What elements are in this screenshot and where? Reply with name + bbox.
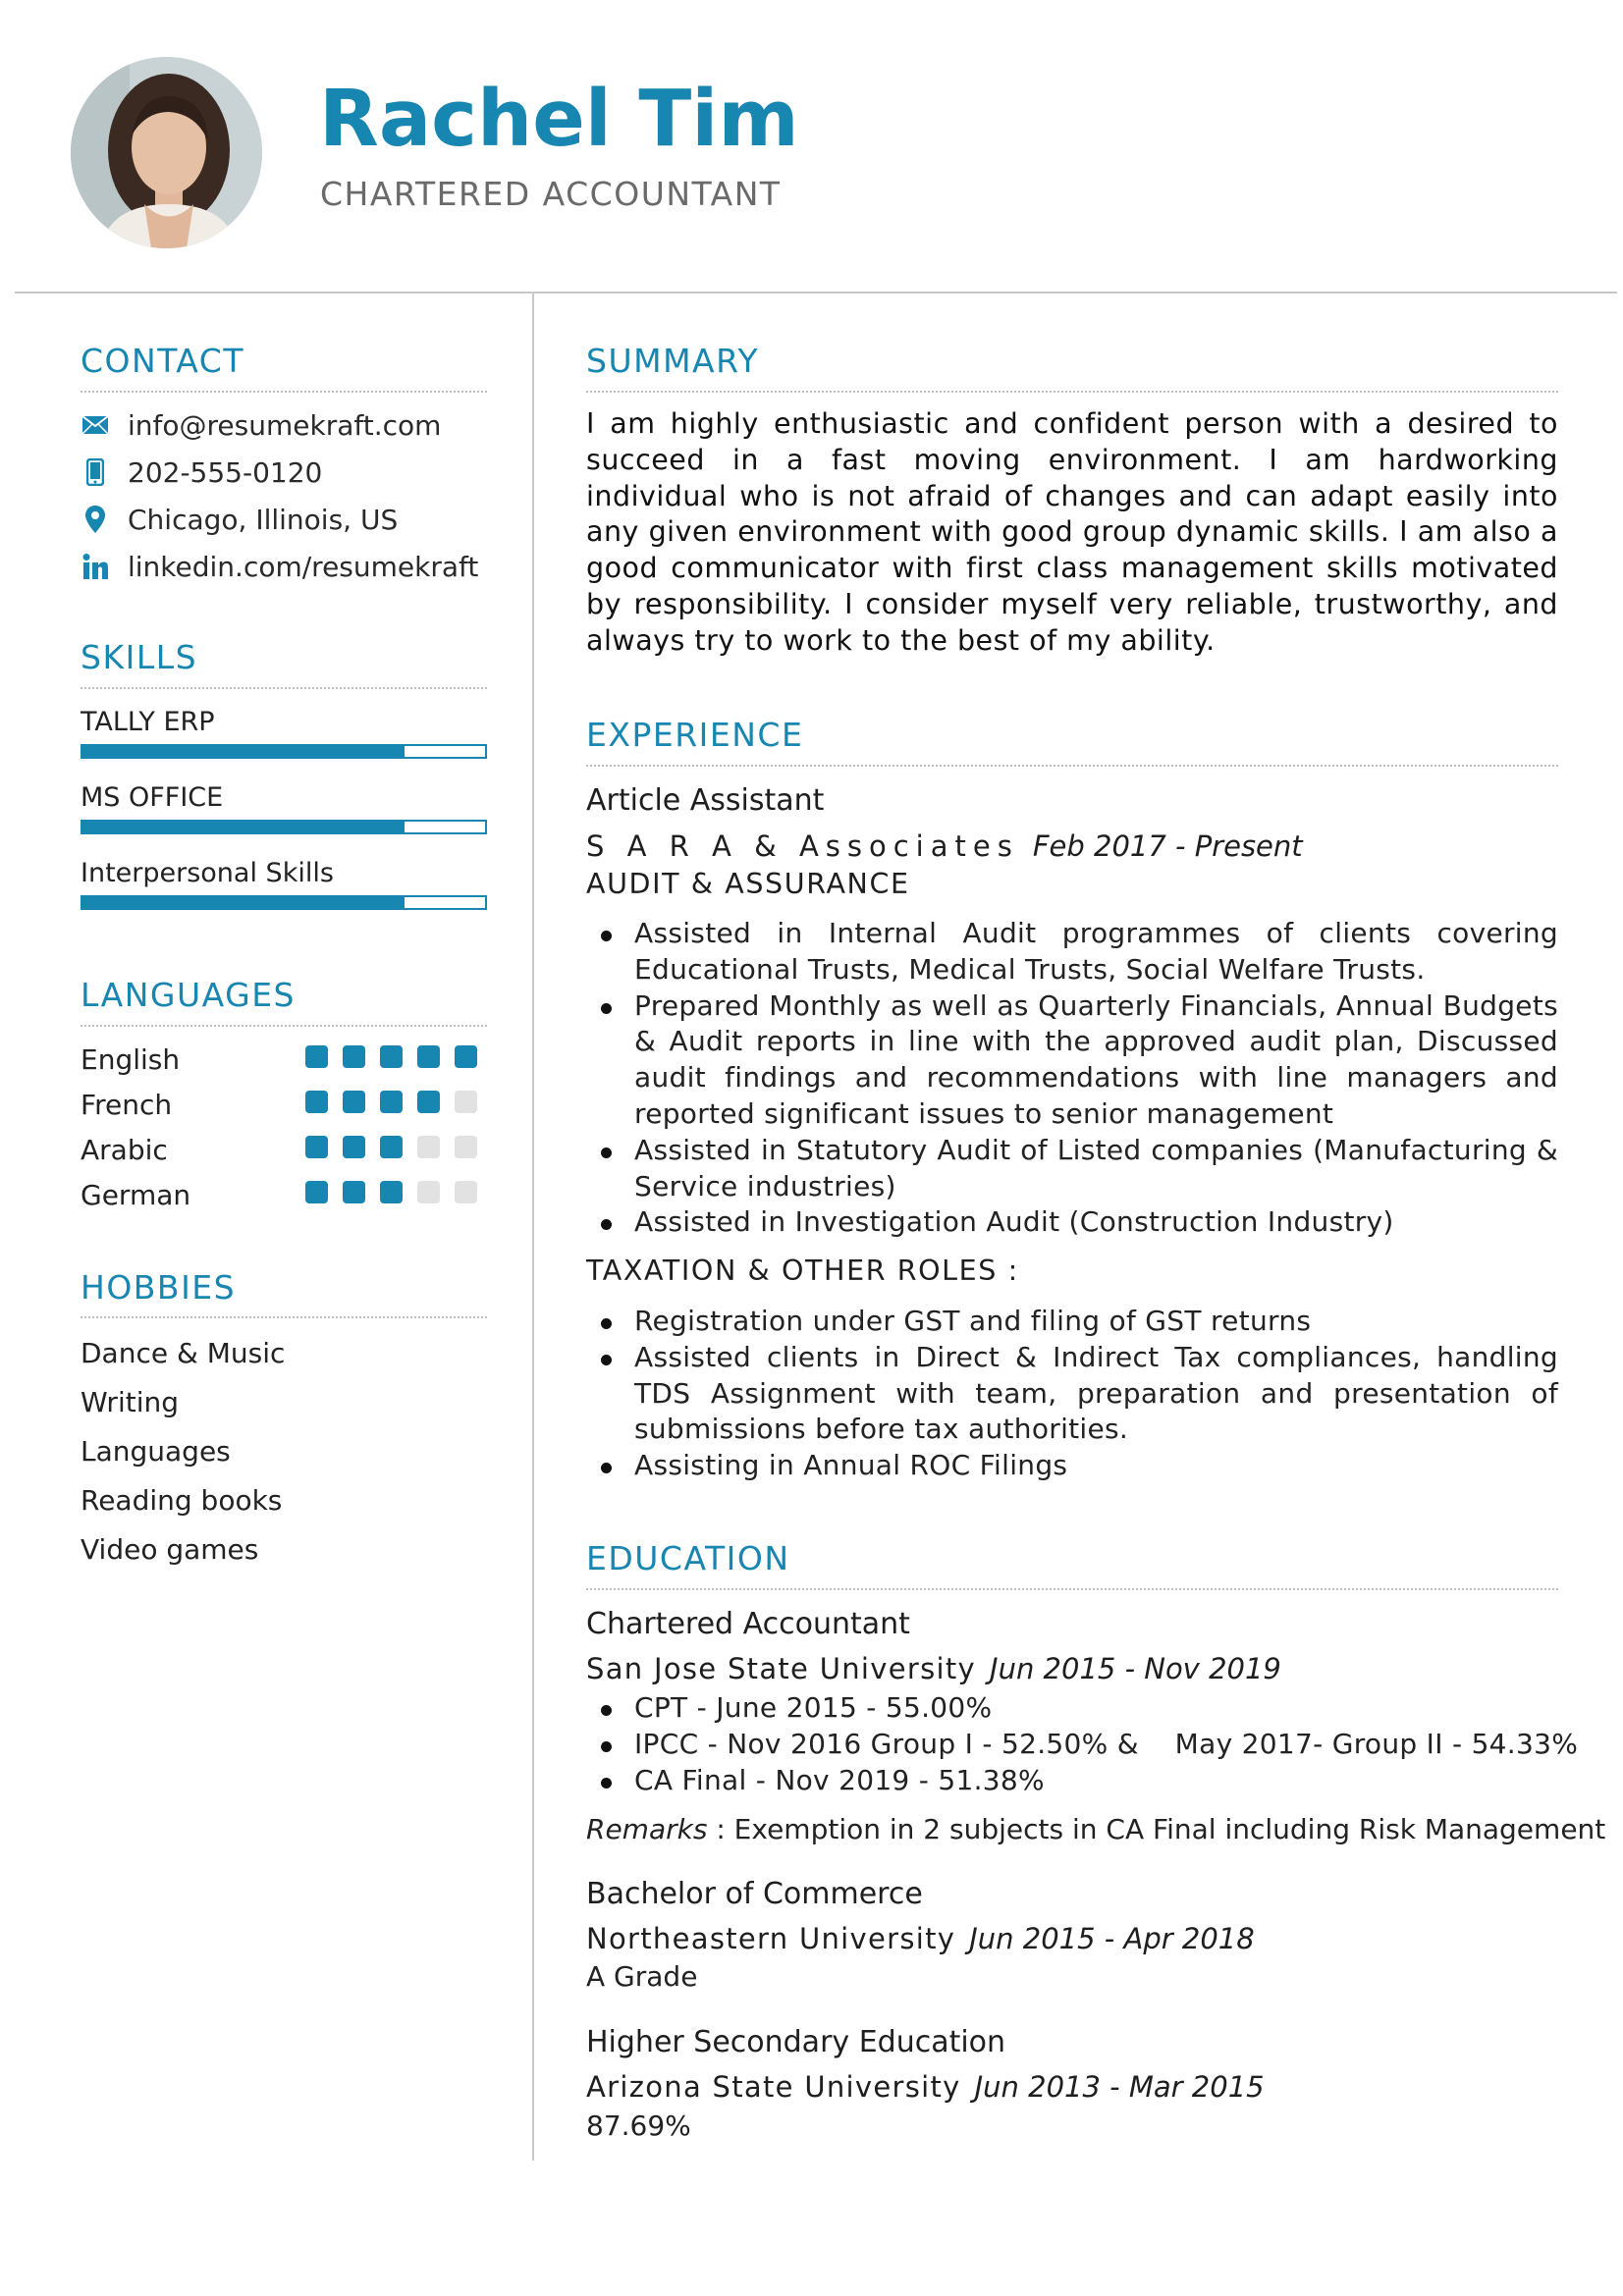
experience-heading: EXPERIENCE (586, 716, 804, 754)
school-name: San Jose State University (586, 1652, 977, 1685)
candidate-title: CHARTERED ACCOUNTANT (320, 175, 782, 213)
rating-dot-filled (455, 1045, 477, 1068)
skill-bar-fill (82, 746, 405, 757)
language-rating (305, 1045, 492, 1068)
job-dates: Feb 2017 - Present (1032, 829, 1303, 863)
hobbies-divider (81, 1316, 487, 1318)
summary-heading: SUMMARY (586, 342, 760, 380)
hobby-item: Dance & Music (81, 1337, 286, 1369)
rating-dot-filled (343, 1136, 365, 1158)
school-dates: Jun 2013 - Mar 2015 (974, 2070, 1265, 2104)
hobbies-heading: HOBBIES (81, 1268, 237, 1307)
experience-divider (586, 765, 1558, 767)
list-item: Assisted in Statutory Audit of Listed companies (Manufacturing & Service industries) (601, 1133, 1558, 1205)
taxation-list (601, 1304, 1558, 1484)
degree-title: Chartered Accountant (586, 1607, 910, 1641)
hobby-item: Writing (81, 1386, 179, 1418)
skill-label: Interpersonal Skills (81, 858, 334, 888)
skill-bar-fill (82, 897, 405, 908)
phone-text: 202-555-0120 (128, 455, 323, 489)
location-pin-icon (81, 505, 110, 534)
skills-divider (81, 687, 487, 689)
list-item: CA Final - Nov 2019 - 51.38% (601, 1763, 1558, 1799)
rating-dot-filled (343, 1091, 365, 1113)
list-item: Registration under GST and filing of GST returns (601, 1304, 1558, 1340)
remarks-text: : Exemption in 2 subjects in CA Final including Risk Management (707, 1813, 1606, 1845)
summary-divider (586, 391, 1558, 393)
rating-dot-filled (380, 1181, 403, 1203)
rating-dot-filled (305, 1181, 328, 1203)
job-company-line (586, 829, 1303, 863)
language-label: French (81, 1089, 173, 1121)
rating-dot-filled (343, 1045, 365, 1068)
list-item: Assisted clients in Direct & Indirect Tax compliances, handling TDS Assignment with team, preparation and presentation of submissions before tax authorities. (601, 1340, 1558, 1448)
language-rating (305, 1136, 492, 1158)
hobby-item: Video games (81, 1533, 259, 1566)
degree-title: Bachelor of Commerce (586, 1877, 923, 1911)
list-item: Assisted in Investigation Audit (Construction Industry) (601, 1204, 1558, 1241)
skill-label: MS OFFICE (81, 782, 224, 813)
rating-dot-filled (305, 1091, 328, 1113)
list-item: Prepared Monthly as well as Quarterly Financials, Annual Budgets & Audit reports in line with the approved audit plan, Discussed audit findings and recommendations with line managers and reported significant issues to senior management (601, 988, 1558, 1133)
rating-dot-filled (380, 1136, 403, 1158)
summary-text: I am highly enthusiastic and confident person with a desired to succeed in a fast moving environment. I am hardworking individual who is not afraid of changes and can adapt easily into any given environment with good group dynamic skills. I am also a good communicator with first class management skills motivated by responsibility. I consider myself very reliable, trustworthy, and always try to work to the best of my ability. (586, 407, 1558, 657)
school-name: Northeastern University (586, 1922, 956, 1955)
school-dates: Jun 2015 - Nov 2019 (990, 1652, 1281, 1685)
contact-divider (81, 391, 487, 393)
school-line (586, 2070, 1265, 2104)
language-label: English (81, 1043, 181, 1076)
contact-email[interactable] (81, 405, 441, 445)
profile-photo (71, 57, 262, 248)
list-item: Assisted in Internal Audit programmes of clients covering Educational Trusts, Medical Trusts, Social Welfare Trusts. (601, 916, 1558, 988)
linkedin-icon (81, 552, 110, 581)
column-divider (532, 294, 534, 2161)
envelope-icon (81, 410, 110, 440)
linkedin-text: linkedin.com/resumekraft (128, 550, 479, 583)
skill-label: TALLY ERP (81, 707, 215, 737)
contact-heading: CONTACT (81, 342, 244, 380)
header-divider (15, 292, 1617, 294)
list-item: Assisting in Annual ROC Filings (601, 1448, 1558, 1484)
rating-dot-empty (455, 1181, 477, 1203)
email-text: info@resumekraft.com (128, 408, 442, 442)
hobby-item: Languages (81, 1435, 231, 1468)
list-item: IPCC - Nov 2016 Group I - 52.50% & May 2017- Group II - 54.33% (601, 1727, 1558, 1763)
rating-dot-filled (343, 1181, 365, 1203)
degree-title: Higher Secondary Education (586, 2025, 1006, 2059)
hobby-item: Reading books (81, 1484, 283, 1517)
remarks-line (586, 1813, 1605, 1845)
contact-location (81, 500, 398, 539)
school-line (586, 1922, 1255, 1955)
education-divider (586, 1588, 1558, 1590)
rating-dot-filled (380, 1091, 403, 1113)
rating-dot-filled (417, 1045, 440, 1068)
education-heading: EDUCATION (586, 1539, 790, 1577)
rating-dot-filled (417, 1091, 440, 1113)
person-photo-icon (71, 57, 262, 248)
degree-result: 87.69% (586, 2109, 691, 2142)
school-dates: Jun 2015 - Apr 2018 (969, 1922, 1255, 1955)
rating-dot-empty (455, 1136, 477, 1158)
contact-phone[interactable] (81, 453, 322, 492)
language-label: German (81, 1179, 191, 1211)
skill-bar (81, 820, 487, 834)
language-rating (305, 1181, 492, 1203)
rating-dot-empty (417, 1136, 440, 1158)
location-text: Chicago, Illinois, US (128, 503, 399, 536)
rating-dot-empty (455, 1091, 477, 1113)
language-label: Arabic (81, 1134, 168, 1166)
taxation-subheading: TAXATION & OTHER ROLES : (586, 1255, 1019, 1287)
audit-list (601, 916, 1558, 1241)
skill-bar (81, 895, 487, 910)
school-line (586, 1652, 1281, 1685)
language-rating (305, 1091, 492, 1113)
school-name: Arizona State University (586, 2070, 961, 2104)
languages-heading: LANGUAGES (81, 976, 296, 1014)
degree-result: A Grade (586, 1960, 698, 1993)
rating-dot-empty (417, 1181, 440, 1203)
rating-dot-filled (380, 1045, 403, 1068)
skills-heading: SKILLS (81, 638, 198, 676)
audit-subheading: AUDIT & ASSURANCE (586, 868, 910, 900)
remarks-label: Remarks (586, 1813, 708, 1845)
skill-bar-fill (82, 822, 405, 832)
list-item: CPT - June 2015 - 55.00% (601, 1690, 1558, 1727)
skill-bar (81, 744, 487, 759)
candidate-name: Rachel Tim (319, 74, 799, 164)
rating-dot-filled (305, 1136, 328, 1158)
languages-divider (81, 1025, 487, 1027)
job-title: Article Assistant (586, 783, 825, 818)
ca-results-list (601, 1690, 1579, 1798)
rating-dot-filled (305, 1045, 328, 1068)
company-name: S A R A & Associates (586, 829, 1019, 863)
phone-icon (81, 457, 110, 487)
contact-linkedin[interactable] (81, 547, 478, 586)
